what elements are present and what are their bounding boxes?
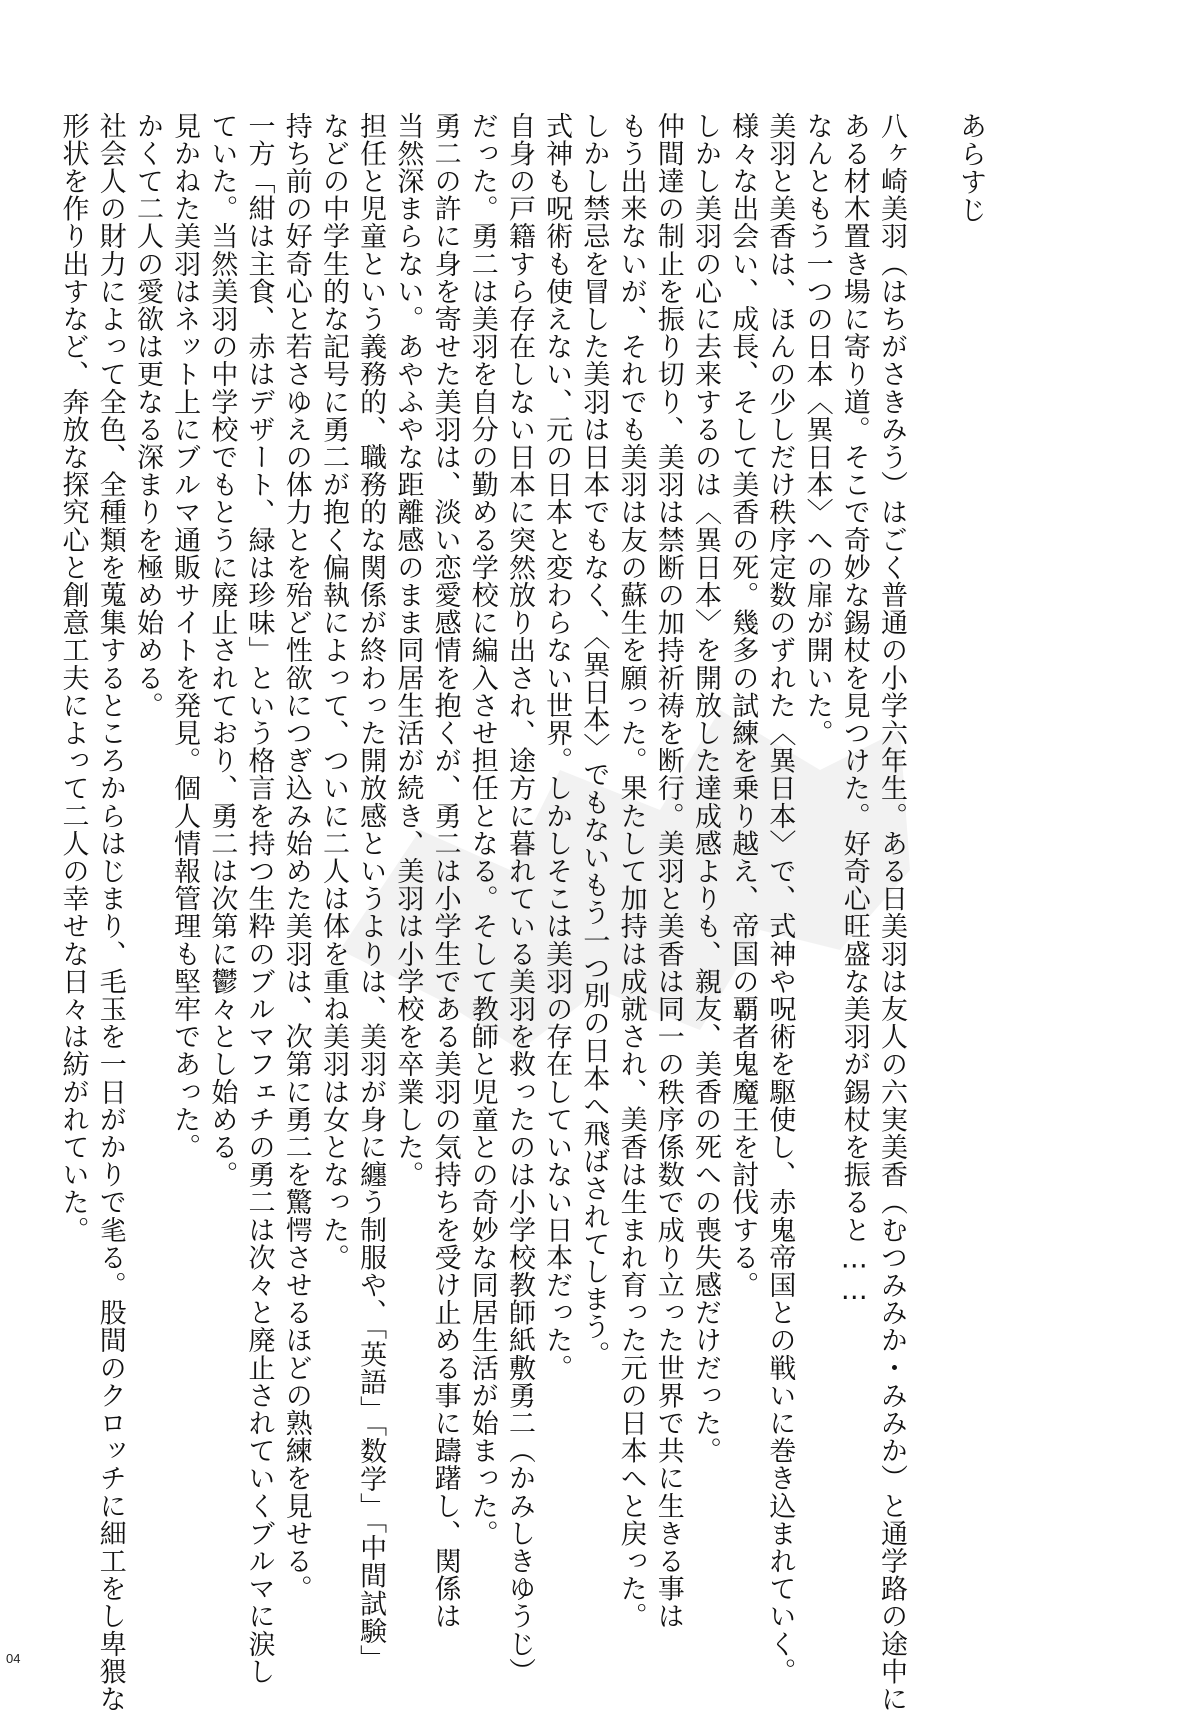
text-column: かくて二人の愛欲は更なる深まりを極め始める。: [131, 112, 163, 720]
text-column: 社会人の財力によって全色、全種類を蒐集するところからはじまり、毛玉を一日がかりで毟る。股間のクロッチに細工をし卑猥な: [94, 112, 126, 1713]
text-column: ある材木置き場に寄り道。そこで奇妙な錫杖を見つけた。好奇心旺盛な美羽が錫杖を振ると……: [838, 112, 870, 1307]
text-column: などの中学生的な記号に勇二が抱く偏執によって、ついに二人は体を重ね美羽は女となった。: [317, 112, 349, 1272]
text-column: 一方「紺は主食、赤はデザート、緑は珍味」という格言を持つ生粋のブルマフェチの勇二は次々と廃止されていくブルマに涙し: [243, 112, 275, 1686]
page-number: 04: [6, 1651, 21, 1666]
text-column: なんともう一つの日本〈異日本〉への扉が開いた。: [801, 112, 833, 747]
text-column: 自身の戸籍すら存在しない日本に突然放り出され、途方に暮れている美羽を救ったのは小学校教師紙敷勇二（かみしきゆうじ）: [503, 112, 535, 1686]
text-column: 見かねた美羽はネット上にブルマ通販サイトを発見。個人情報管理も堅牢であった。: [169, 112, 201, 1161]
text-column: 様々な出会い、成長、そして美香の死。幾多の試練を乗り越え、帝国の覇者鬼魔王を討伐する。: [727, 112, 759, 1299]
synopsis-body: [54, 112, 910, 1713]
text-column: 担任と児童という義務的、職務的な関係が終わった開放感というよりは、美羽が身に纏う制服や、「英語」「数学」「中間試験」: [355, 112, 387, 1673]
text-column: 持ち前の好奇心と若さゆえの体力とを殆ど性欲につぎ込み始めた美羽は、次第に勇二を驚愕させるほどの熟練を見せる。: [280, 112, 312, 1603]
text-column: もう出来ないが、それでも美羽は友の蘇生を願った。果たして加持は成就され、美香は生まれ育った元の日本へと戻った。: [615, 112, 647, 1630]
text-column: だった。勇二は美羽を自分の勤める学校に編入させ担任となる。そして教師と児童との奇妙な同居生活が始まった。: [466, 112, 498, 1548]
text-column: 勇二の許に身を寄せた美羽は、淡い恋愛感情を抱くが、勇二は小学生である美羽の気持ちを受け止める事に躊躇し、関係は: [429, 112, 461, 1630]
text-column: しかし禁忌を冒した美羽は日本でもなく、〈異日本〉でもないもう一つ別の日本へ飛ばされてしまう。: [578, 112, 610, 1369]
text-column: 式神も呪術も使えない、元の日本と変わらない世界。しかしそこは美羽の存在していない日本だった。: [541, 112, 573, 1382]
synopsis-heading: あらすじ: [955, 112, 986, 224]
text-column: ていた。当然美羽の中学校でもとうに廃止されており、勇二は次第に鬱々とし始める。: [206, 112, 238, 1189]
text-column: 形状を作り出すなど、奔放な探究心と創意工夫によって二人の幸せな日々は紡がれていた。: [57, 112, 89, 1244]
text-column: しかし美羽の心に去来するのは〈異日本〉を開放した達成感よりも、親友、美香の死への喪失感だけだった。: [689, 112, 721, 1465]
text-column: 仲間達の制止を振り切り、美羽は禁断の加持祈祷を断行。美羽と美香は同一の秩序係数で成り立った世界で共に生きる事は: [652, 112, 684, 1630]
text-column: 当然深まらない。あやふやな距離感のまま同居生活が続き、美羽は小学校を卒業した。: [392, 112, 424, 1189]
text-column: 八ヶ崎美羽（はちがさきみう）はごく普通の小学六年生。ある日美羽は友人の六実美香（むつみみか・みみか）と通学路の途中に: [876, 112, 907, 1713]
text-column: 美羽と美香は、ほんの少しだけ秩序定数のずれた〈異日本〉で、式神や呪術を駆使し、赤鬼帝国との戦いに巻き込まれていく。: [764, 112, 796, 1686]
